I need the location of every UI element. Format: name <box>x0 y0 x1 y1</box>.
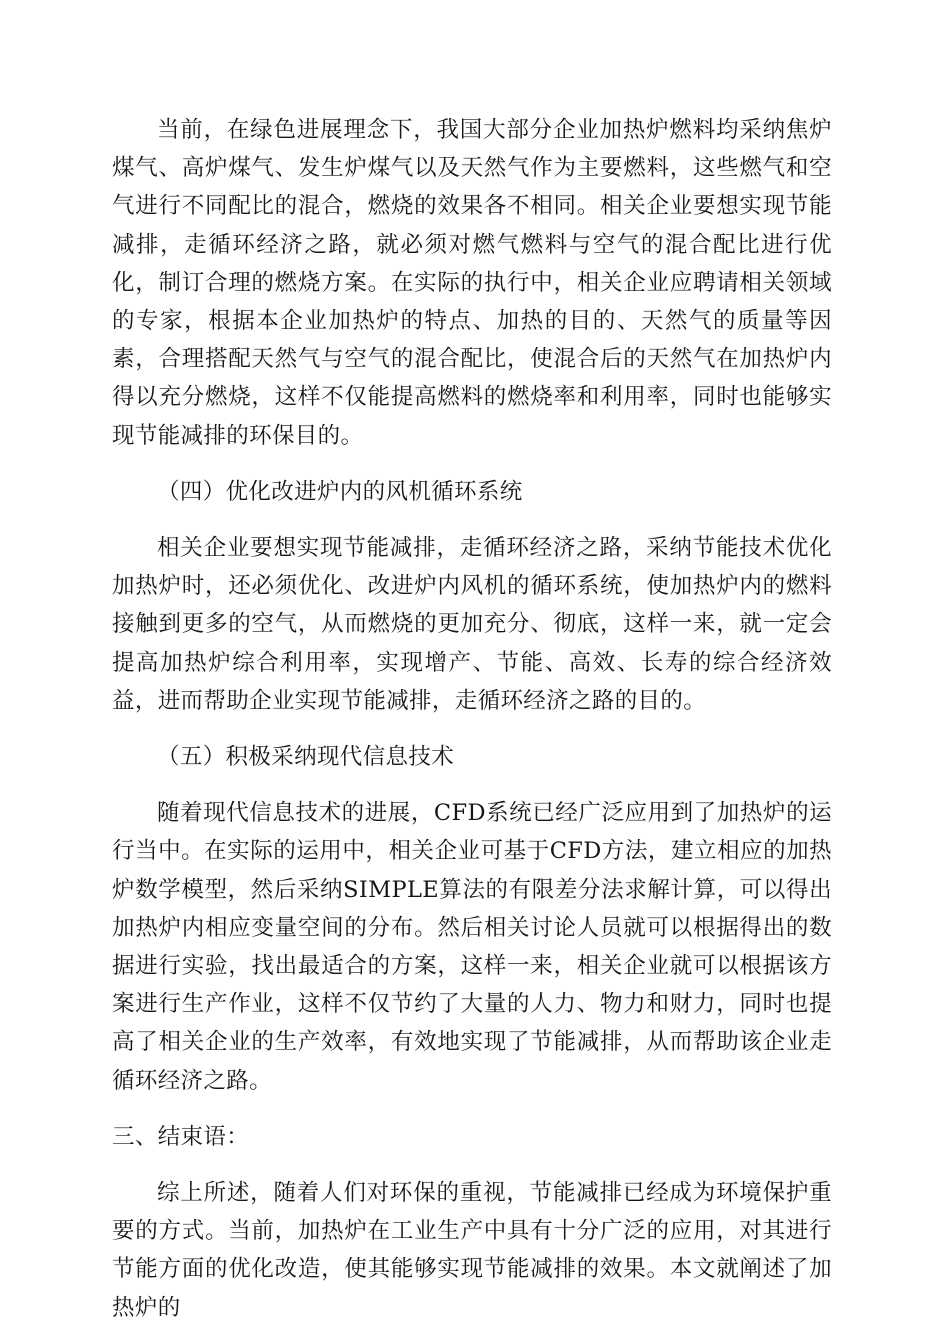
section-heading-information-technology: （五）积极采纳现代信息技术 <box>157 744 455 771</box>
paragraph-fan-circulation: 相关企业要想实现节能减排，走循环经济之路，采纳节能技术优化加热炉时，还必须优化、改进炉内风机的循环系统，使加热炉内的燃料接触到更多的空气，从而燃烧的更加充分、彻底，这样一来，就一定会提高加热炉综合利用率，实现增产、节能、高效、长寿的综合经济效益，进而帮助企业实现节能减排，走循环经济之路的目的。 <box>112 535 832 714</box>
paragraph-fuel-mixing: 当前，在绿色进展理念下，我国大部分企业加热炉燃料均采纳焦炉煤气、高炉煤气、发生炉煤气以及天然气作为主要燃料，这些燃气和空气进行不同配比的混合，燃烧的效果各不相同。相关企业要想实现节能减排，走循环经济之路，就必须对燃气燃料与空气的混合配比进行优化，制订合理的燃烧方案。在实际的执行中，相关企业应聘请相关领域的专家，根据本企业加热炉的特点、加热的目的、天然气的质量等因素，合理搭配天然气与空气的混合配比，使混合后的天然气在加热炉内得以充分燃烧，这样不仅能提高燃料的燃烧率和利用率，同时也能够实现节能减排的环保目的。 <box>112 117 832 449</box>
section-heading-fan-circulation: （四）优化改进炉内的风机循环系统 <box>157 478 523 505</box>
document-body <box>112 111 832 1327</box>
paragraph-conclusion: 综上所述，随着人们对环保的重视，节能减排已经成为环境保护重要的方式。当前，加热炉在工业生产中具有十分广泛的应用，对其进行节能方面的优化改造，使其能够实现节能减排的效果。本文就阐述了加热炉的 <box>112 1180 832 1321</box>
paragraph-cfd-system: 随着现代信息技术的进展，CFD系统已经广泛应用到了加热炉的运行当中。在实际的运用中，相关企业可基于CFD方法，建立相应的加热炉数学模型，然后采纳SIMPLE算法的有限差分法求解计算，可以得出加热炉内相应变量空间的分布。然后相关讨论人员就可以根据得出的数据进行实验，找出最适合的方案，这样一来，相关企业就可以根据该方案进行生产作业，这样不仅节约了大量的人力、物力和财力，同时也提高了相关企业的生产效率，有效地实现了节能减排，从而帮助该企业走循环经济之路。 <box>112 800 832 1094</box>
section-heading-conclusion: 三、结束语： <box>112 1123 250 1150</box>
